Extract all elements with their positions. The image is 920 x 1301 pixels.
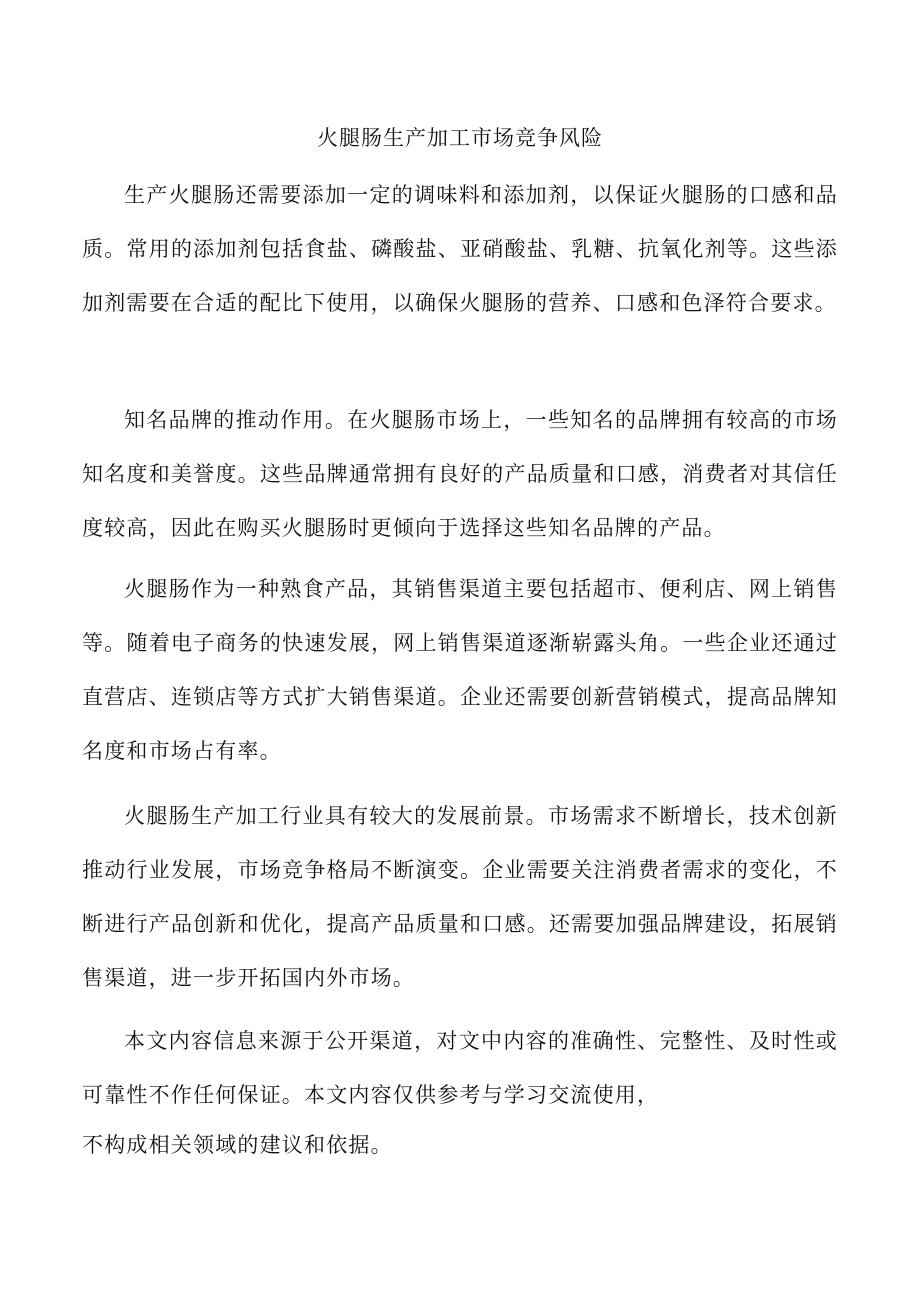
paragraph-additives: 生产火腿肠还需要添加一定的调味料和添加剂，以保证火腿肠的口感和品质。常用的添加剂包括食盐、磷酸盐、亚硝酸盐、乳糖、抗氧化剂等。这些添加剂需要在合适的配比下使用，以确保火腿肠的营养、口感和色泽符合要求。 [82, 183, 838, 315]
paragraph-brands: 知名品牌的推动作用。在火腿肠市场上，一些知名的品牌拥有较高的市场知名度和美誉度。这些品牌通常拥有良好的产品质量和口感，消费者对其信任度较高，因此在购买火腿肠时更倾向于选择这些知名品牌的产品。 [82, 408, 838, 540]
paragraph-sales-channels: 火腿肠作为一种熟食产品，其销售渠道主要包括超市、便利店、网上销售等。随着电子商务的快速发展，网上销售渠道逐渐崭露头角。一些企业还通过直营店、连锁店等方式扩大销售渠道。企业还需要创新营销模式，提高品牌知名度和市场占有率。 [82, 577, 838, 763]
paragraph-outlook: 火腿肠生产加工行业具有较大的发展前景。市场需求不断增长，技术创新推动行业发展，市场竞争格局不断演变。企业需要关注消费者需求的变化，不断进行产品创新和优化，提高产品质量和口感。还需要加强品牌建设，拓展销售渠道，进一步开拓国内外市场。 [82, 804, 838, 990]
disclaimer-final-line: 不构成相关领域的建议和依据。 [82, 1133, 393, 1157]
document-title: 火腿肠生产加工市场竞争风险 [317, 126, 603, 150]
paragraph-disclaimer: 本文内容信息来源于公开渠道，对文中内容的准确性、完整性、及时性或可靠性不作任何保证。本文内容仅供参考与学习交流使用， [82, 1029, 838, 1107]
